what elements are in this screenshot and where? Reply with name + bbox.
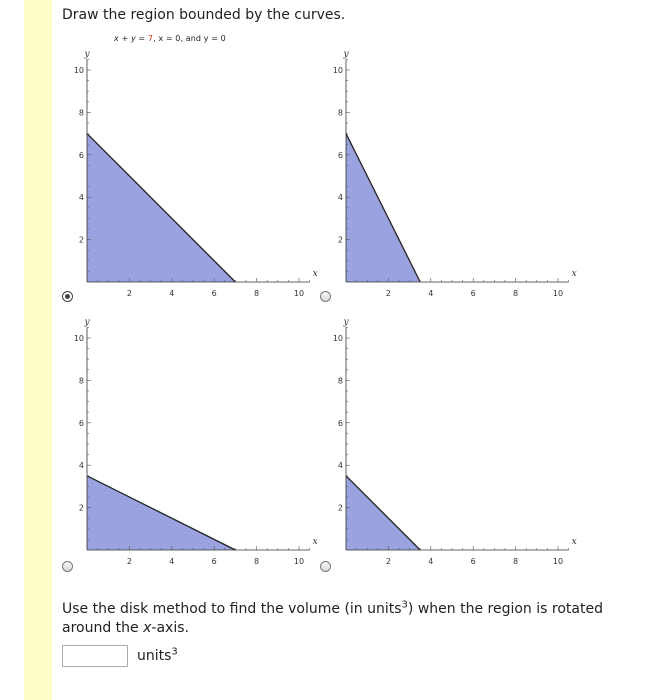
equation-line: x + y = 7, x = 0, and y = 0 bbox=[114, 34, 226, 43]
x-tick-label: 2 bbox=[385, 557, 391, 566]
x-axis-label: x bbox=[571, 269, 577, 279]
y-tick-label: 2 bbox=[337, 503, 343, 513]
y-axis-label: y bbox=[343, 49, 349, 60]
radio-option-4[interactable] bbox=[320, 561, 331, 572]
region-graph-option-3 bbox=[60, 317, 318, 573]
disk-text-after: ) when the region is rotated around the bbox=[62, 601, 603, 636]
y-tick-label: 10 bbox=[332, 334, 343, 343]
y-tick-label: 6 bbox=[78, 150, 84, 160]
x-tick-label: 4 bbox=[428, 557, 434, 566]
x-tick-label: 8 bbox=[254, 289, 260, 298]
y-tick-label: 8 bbox=[78, 376, 84, 386]
y-tick-label: 6 bbox=[78, 418, 84, 428]
eq-value: 7 bbox=[147, 34, 154, 43]
eq-var-y: y bbox=[130, 34, 136, 43]
x-tick-label: 2 bbox=[385, 289, 391, 298]
y-axis-label: y bbox=[84, 317, 90, 328]
question-prompt: Draw the region bounded by the curves. bbox=[62, 7, 346, 23]
y-tick-label: 2 bbox=[78, 235, 84, 245]
x-tick-label: 10 bbox=[552, 289, 564, 298]
units-text: units bbox=[137, 648, 172, 664]
x-tick-label: 10 bbox=[293, 557, 305, 566]
y-tick-label: 2 bbox=[78, 503, 84, 513]
x-tick-label: 4 bbox=[169, 289, 175, 298]
y-tick-label: 4 bbox=[337, 193, 343, 203]
graph-svg bbox=[60, 317, 318, 573]
radio-option-2[interactable] bbox=[320, 291, 331, 302]
units-sup: 3 bbox=[171, 646, 178, 658]
graph-svg bbox=[319, 49, 577, 305]
disk-text-end: -axis. bbox=[151, 620, 189, 636]
disk-text-sup: 3 bbox=[401, 599, 408, 611]
x-axis-label: x bbox=[571, 537, 577, 547]
eq-rest: , x = 0, and y = 0 bbox=[153, 34, 226, 43]
region-graph-option-2 bbox=[319, 49, 577, 305]
x-axis-label: x bbox=[312, 537, 318, 547]
x-tick-label: 2 bbox=[126, 557, 132, 566]
y-tick-label: 4 bbox=[337, 461, 343, 471]
radio-option-3[interactable] bbox=[62, 561, 73, 572]
disk-text-var: x bbox=[143, 620, 152, 636]
y-tick-label: 10 bbox=[73, 334, 84, 343]
eq-var-x: x bbox=[114, 34, 119, 43]
y-tick-label: 2 bbox=[337, 235, 343, 245]
y-tick-label: 4 bbox=[78, 193, 84, 203]
y-tick-label: 8 bbox=[337, 108, 343, 118]
x-tick-label: 6 bbox=[211, 557, 217, 566]
x-tick-label: 2 bbox=[126, 289, 132, 298]
y-axis-label: y bbox=[343, 317, 349, 328]
radio-option-1[interactable] bbox=[62, 291, 73, 302]
y-tick-label: 8 bbox=[337, 376, 343, 386]
x-tick-label: 4 bbox=[169, 557, 175, 566]
graph-svg bbox=[319, 317, 577, 573]
question-gutter bbox=[24, 0, 52, 700]
disk-method-question bbox=[62, 600, 622, 638]
disk-text-before: Use the disk method to find the volume (in units bbox=[62, 601, 402, 617]
x-tick-label: 10 bbox=[293, 289, 305, 298]
x-tick-label: 10 bbox=[552, 557, 564, 566]
y-tick-label: 4 bbox=[78, 461, 84, 471]
y-tick-label: 6 bbox=[337, 418, 343, 428]
y-axis-label: y bbox=[84, 49, 90, 60]
y-tick-label: 10 bbox=[73, 66, 84, 75]
volume-answer-input[interactable] bbox=[62, 645, 128, 667]
x-axis-label: x bbox=[312, 269, 318, 279]
graph-svg bbox=[60, 49, 318, 305]
x-tick-label: 6 bbox=[470, 289, 476, 298]
x-tick-label: 6 bbox=[470, 557, 476, 566]
y-tick-label: 6 bbox=[337, 150, 343, 160]
y-tick-label: 10 bbox=[332, 66, 343, 75]
region-graph-option-1 bbox=[60, 49, 318, 305]
y-tick-label: 8 bbox=[78, 108, 84, 118]
x-tick-label: 4 bbox=[428, 289, 434, 298]
x-tick-label: 8 bbox=[513, 289, 519, 298]
x-tick-label: 8 bbox=[254, 557, 260, 566]
x-tick-label: 8 bbox=[513, 557, 519, 566]
region-graph-option-4 bbox=[319, 317, 577, 573]
units-label bbox=[137, 648, 178, 664]
x-tick-label: 6 bbox=[211, 289, 217, 298]
